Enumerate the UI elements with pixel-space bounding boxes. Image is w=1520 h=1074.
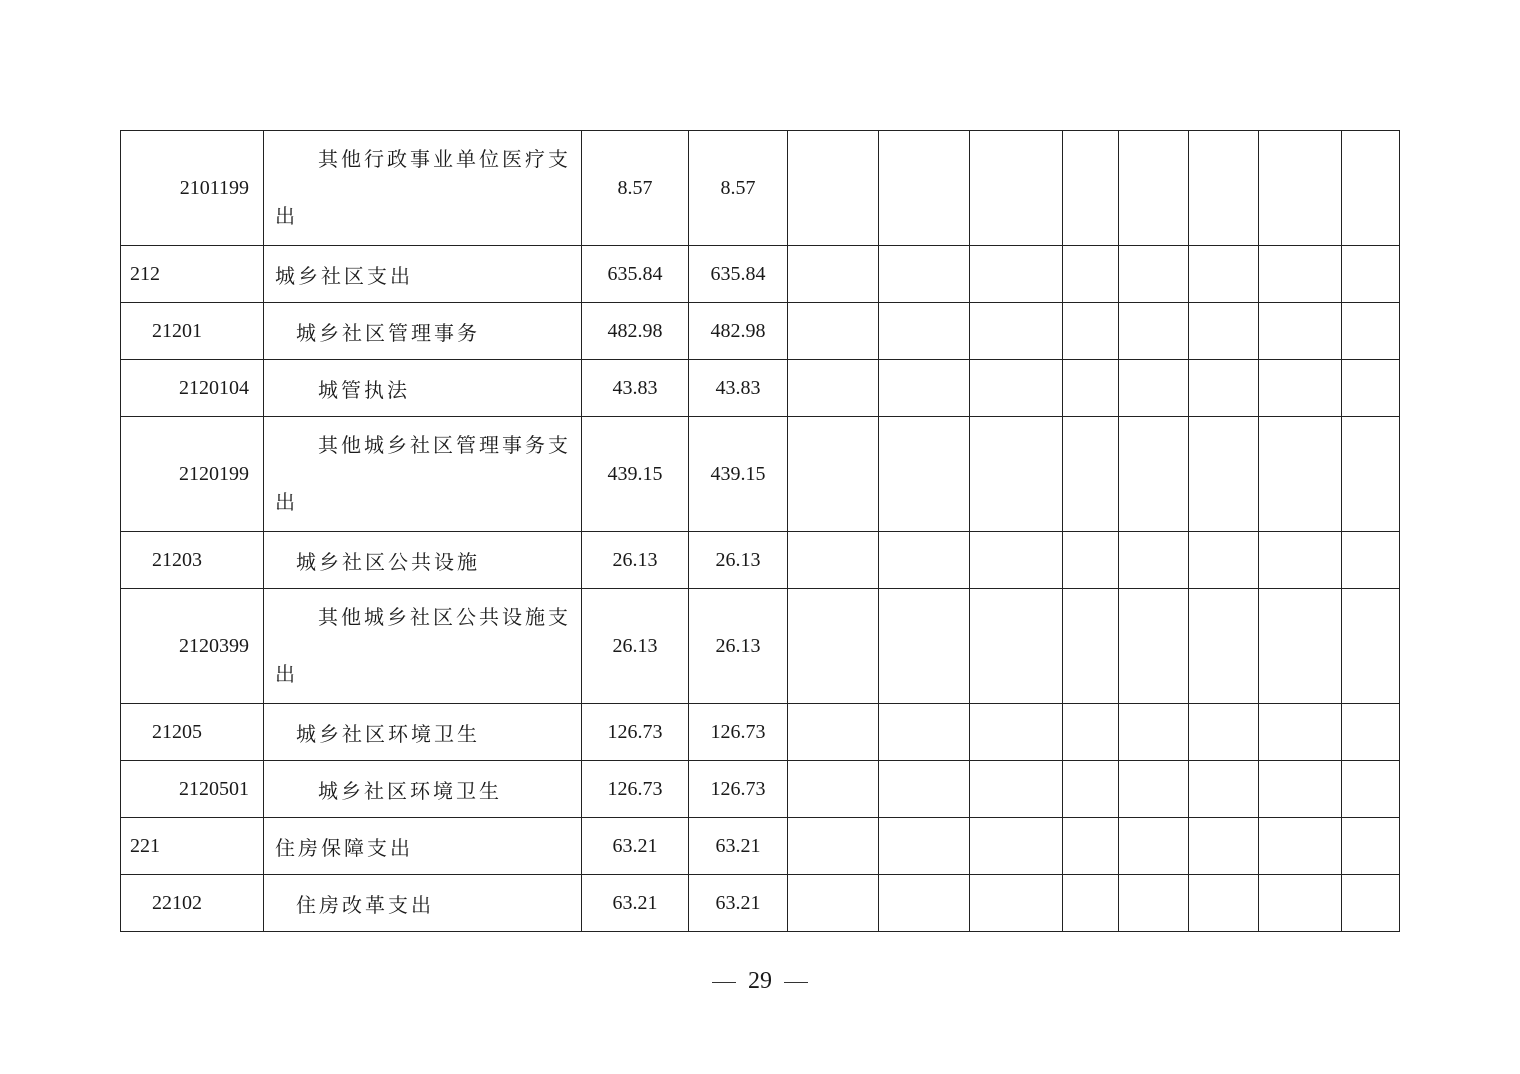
subject-code-cell: 2120104 [121, 360, 264, 417]
empty-cell [1063, 704, 1119, 761]
empty-cell [1119, 360, 1189, 417]
subject-name-cell [264, 589, 582, 704]
empty-cell [1259, 704, 1342, 761]
empty-cell [1119, 131, 1189, 246]
empty-cell [1189, 246, 1259, 303]
total-amount-cell: 126.73 [582, 761, 689, 818]
basic-expenditure-cell: 26.13 [689, 589, 788, 704]
subject-code-cell: 21201 [121, 303, 264, 360]
subject-code-cell: 2120199 [121, 417, 264, 532]
basic-expenditure-cell: 126.73 [689, 704, 788, 761]
empty-cell [1189, 875, 1259, 932]
empty-cell [1342, 532, 1400, 589]
total-amount-cell: 26.13 [582, 589, 689, 704]
subject-name-cell: 城乡社区公共设施 [264, 532, 582, 589]
empty-cell [1259, 875, 1342, 932]
empty-cell [1063, 131, 1119, 246]
empty-cell [970, 303, 1063, 360]
empty-cell [1119, 704, 1189, 761]
empty-cell [788, 246, 879, 303]
empty-cell [1259, 303, 1342, 360]
page-number [0, 968, 1520, 995]
empty-cell [1189, 131, 1259, 246]
subject-code-cell: 2101199 [121, 131, 264, 246]
empty-cell [970, 131, 1063, 246]
empty-cell [1189, 704, 1259, 761]
basic-expenditure-cell: 26.13 [689, 532, 788, 589]
total-amount-cell: 439.15 [582, 417, 689, 532]
empty-cell [1063, 246, 1119, 303]
subject-code-cell: 21205 [121, 704, 264, 761]
empty-cell [1063, 360, 1119, 417]
table-row [121, 761, 1400, 818]
empty-cell [1119, 875, 1189, 932]
empty-cell [1063, 589, 1119, 704]
empty-cell [1063, 532, 1119, 589]
empty-cell [1063, 818, 1119, 875]
empty-cell [1063, 417, 1119, 532]
empty-cell [1119, 303, 1189, 360]
table-row [121, 589, 1400, 704]
empty-cell [788, 589, 879, 704]
empty-cell [1342, 761, 1400, 818]
empty-cell [1063, 761, 1119, 818]
basic-expenditure-cell: 43.83 [689, 360, 788, 417]
subject-name-cell [264, 417, 582, 532]
empty-cell [788, 360, 879, 417]
empty-cell [1189, 818, 1259, 875]
empty-cell [1119, 417, 1189, 532]
total-amount-cell: 43.83 [582, 360, 689, 417]
empty-cell [1189, 589, 1259, 704]
total-amount-cell: 63.21 [582, 818, 689, 875]
empty-cell [970, 875, 1063, 932]
empty-cell [1342, 303, 1400, 360]
empty-cell [1119, 761, 1189, 818]
empty-cell [788, 761, 879, 818]
empty-cell [879, 246, 970, 303]
basic-expenditure-cell: 8.57 [689, 131, 788, 246]
subject-code-cell: 221 [121, 818, 264, 875]
table-row [121, 131, 1400, 246]
table-row [121, 875, 1400, 932]
total-amount-cell: 482.98 [582, 303, 689, 360]
empty-cell [1259, 417, 1342, 532]
subject-name-cell: 城乡社区管理事务 [264, 303, 582, 360]
empty-cell [879, 303, 970, 360]
budget-table [120, 130, 1400, 932]
table-row [121, 704, 1400, 761]
subject-name-cell [264, 131, 582, 246]
empty-cell [1342, 704, 1400, 761]
table-row [121, 417, 1400, 532]
empty-cell [1259, 532, 1342, 589]
subject-name-cell: 城乡社区环境卫生 [264, 761, 582, 818]
empty-cell [788, 875, 879, 932]
table-row [121, 818, 1400, 875]
empty-cell [1259, 360, 1342, 417]
empty-cell [1342, 417, 1400, 532]
empty-cell [1189, 417, 1259, 532]
empty-cell [970, 761, 1063, 818]
empty-cell [970, 417, 1063, 532]
total-amount-cell: 126.73 [582, 704, 689, 761]
empty-cell [788, 131, 879, 246]
subject-name-cell: 住房保障支出 [264, 818, 582, 875]
subject-code-cell: 2120399 [121, 589, 264, 704]
subject-code-cell: 22102 [121, 875, 264, 932]
empty-cell [879, 589, 970, 704]
total-amount-cell: 8.57 [582, 131, 689, 246]
basic-expenditure-cell: 635.84 [689, 246, 788, 303]
empty-cell [1342, 246, 1400, 303]
empty-cell [970, 532, 1063, 589]
table-row [121, 303, 1400, 360]
empty-cell [788, 417, 879, 532]
empty-cell [788, 303, 879, 360]
basic-expenditure-cell: 482.98 [689, 303, 788, 360]
empty-cell [1259, 131, 1342, 246]
subject-name-text: 其他城乡社区公共设施支出 [275, 605, 571, 686]
empty-cell [1259, 818, 1342, 875]
empty-cell [970, 246, 1063, 303]
subject-code-cell: 212 [121, 246, 264, 303]
subject-name-cell: 住房改革支出 [264, 875, 582, 932]
empty-cell [879, 704, 970, 761]
basic-expenditure-cell: 63.21 [689, 875, 788, 932]
empty-cell [1342, 589, 1400, 704]
empty-cell [1119, 589, 1189, 704]
subject-code-cell: 2120501 [121, 761, 264, 818]
basic-expenditure-cell: 439.15 [689, 417, 788, 532]
subject-name-cell: 城乡社区支出 [264, 246, 582, 303]
total-amount-cell: 26.13 [582, 532, 689, 589]
empty-cell [1119, 246, 1189, 303]
empty-cell [1259, 246, 1342, 303]
empty-cell [1189, 303, 1259, 360]
table-row [121, 532, 1400, 589]
empty-cell [970, 589, 1063, 704]
empty-cell [1342, 875, 1400, 932]
empty-cell [1119, 532, 1189, 589]
subject-name-cell: 城管执法 [264, 360, 582, 417]
empty-cell [970, 704, 1063, 761]
basic-expenditure-cell: 126.73 [689, 761, 788, 818]
empty-cell [1259, 761, 1342, 818]
empty-cell [788, 532, 879, 589]
subject-name-text: 其他行政事业单位医疗支出 [275, 147, 571, 228]
empty-cell [1342, 360, 1400, 417]
empty-cell [1063, 303, 1119, 360]
empty-cell [879, 875, 970, 932]
empty-cell [879, 360, 970, 417]
empty-cell [1342, 131, 1400, 246]
empty-cell [1119, 818, 1189, 875]
empty-cell [970, 818, 1063, 875]
page-number-value: 29 [748, 968, 772, 994]
subject-name-text: 其他城乡社区管理事务支出 [275, 433, 571, 514]
empty-cell [788, 818, 879, 875]
subject-code-cell: 21203 [121, 532, 264, 589]
empty-cell [879, 417, 970, 532]
empty-cell [879, 761, 970, 818]
basic-expenditure-cell: 63.21 [689, 818, 788, 875]
empty-cell [879, 532, 970, 589]
total-amount-cell: 635.84 [582, 246, 689, 303]
empty-cell [788, 704, 879, 761]
table-body [121, 131, 1400, 932]
empty-cell [1063, 875, 1119, 932]
empty-cell [879, 818, 970, 875]
total-amount-cell: 63.21 [582, 875, 689, 932]
table-row [121, 246, 1400, 303]
empty-cell [1259, 589, 1342, 704]
page-number-right-dash [784, 982, 808, 983]
empty-cell [1189, 532, 1259, 589]
page-number-left-dash [712, 982, 736, 983]
empty-cell [879, 131, 970, 246]
subject-name-cell: 城乡社区环境卫生 [264, 704, 582, 761]
empty-cell [1189, 761, 1259, 818]
empty-cell [1342, 818, 1400, 875]
empty-cell [1189, 360, 1259, 417]
empty-cell [970, 360, 1063, 417]
table-row [121, 360, 1400, 417]
